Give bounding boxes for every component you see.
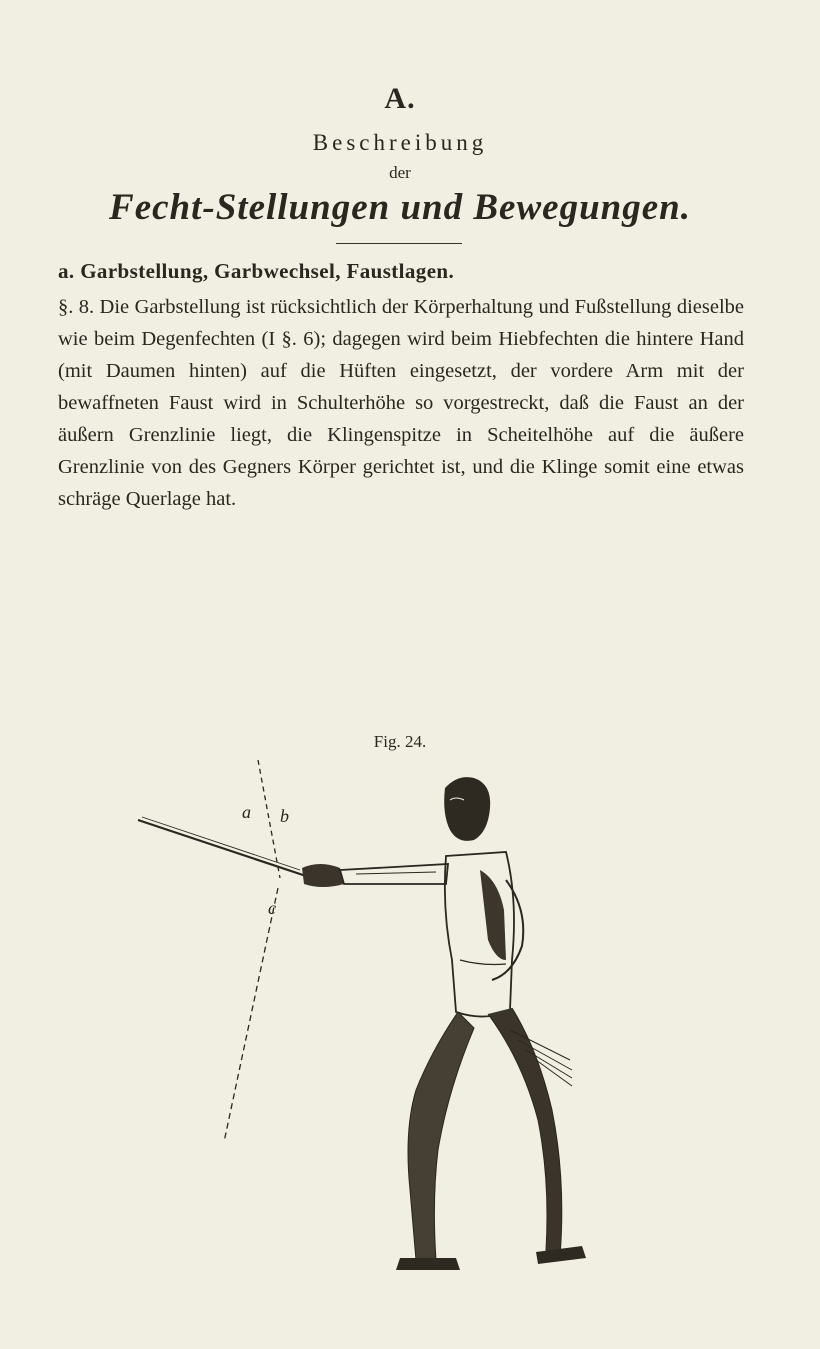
divider-rule	[336, 243, 462, 244]
front-foot	[396, 1258, 460, 1270]
sword-guard	[302, 864, 344, 887]
section-letter: A.	[384, 82, 416, 115]
fencer-illustration	[242, 760, 820, 1300]
figure-caption: Fig. 24.	[373, 732, 427, 751]
paragraph: §. 8. Die Garbstellung ist rücksichtlich der Körperhaltung und Fußstellung dieselbe wie beim Degenfechten (I §. 6); dagegen wird beim Hiebfechten die hintere Hand (mit Daumen hinten) auf die Hüften eingesetzt, der vordere Arm mit der bewaffneten Faust wird in Schulterhöhe so vorgestreckt, daß die Faust an der äußern Grenzlinie liegt, die Klingenspitze in Scheitelhöhe auf die äußere Grenzlinie von des Gegners Körper gerichtet ist, und die Klinge somit eine etwas schräge Querlage hat.	[58, 296, 744, 510]
label-c: c	[268, 898, 276, 918]
title-line-1: Beschreibung	[312, 130, 488, 155]
subheading: a. Garbstellung, Garbwechsel, Faustlagen.	[58, 259, 455, 283]
diagonal-guide-line	[224, 888, 278, 1142]
rear-leg	[488, 1008, 562, 1256]
fencer-drawing	[242, 760, 820, 1300]
label-b: b	[280, 806, 289, 826]
title-line-2: der	[389, 163, 411, 182]
fencer-head	[444, 777, 490, 841]
blade	[138, 820, 306, 876]
label-a: a	[242, 802, 251, 822]
page-title: Fecht-Stellungen und Bewegungen.	[109, 187, 691, 228]
front-leg	[408, 1012, 474, 1260]
